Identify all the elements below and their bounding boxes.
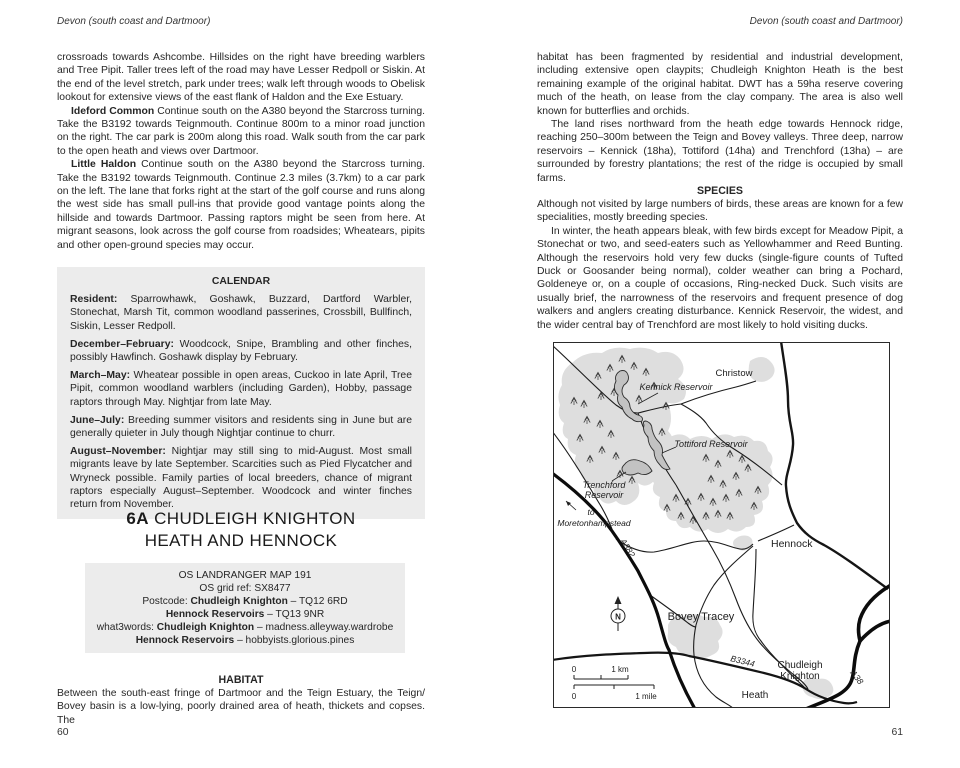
section-title-line2: HEATH AND HENNOCK	[144, 530, 338, 550]
site-info-box	[85, 563, 405, 653]
label-kennick: Kennick Reservoir	[639, 382, 713, 392]
calendar-entry: December–February: Woodcock, Snipe, Brambling and other finches, possibly Hawfinch. Goshawk display by February.	[70, 338, 412, 364]
calendar-entry: Resident: Sparrowhawk, Goshawk, Buzzard, Dartford Warbler, Stonechat, Marsh Tit, common woodland passerines, Crossbill, Bullfinch, Siskin, Lesser Redpoll.	[70, 294, 412, 332]
north-indicator	[611, 596, 625, 631]
paragraph: In winter, the heath appears bleak, with few birds except for Meadow Pipit, a Stonechat or two, and seed-eaters such as Yellowhammer and Reed Bunting. Although the reservoirs hold very few ducks (single-figure counts of Tufted Duck or Goosander being normal), colder weather can bring a Pochard, Goldeneye or, on a couple of occasions, Ring-necked Duck. Such visits are usually brief, the narrowness of the reservoirs and frequent presence of dog walkers and anglers creating disturbance. Kennick Reservoir, the widest, and the wider central bay of Trenchford are most likely to hold visiting ducks.	[537, 225, 903, 331]
calendar-entry: March–May: Wheatear possible in open areas, Cuckoo in late April, Tree Pipit, common woodland warblers (including Garden), Hobby, passage raptors through May. Nightjar from late May.	[70, 370, 412, 408]
info-line: OS LANDRANGER MAP 191	[178, 570, 312, 581]
paragraph: crossroads towards Ashcombe. Hillsides on the right have breeding warblers and Tree Pipit. Taller trees left of the road may have Lesser Redpoll or Siskin. At the end of the level stretch, park under trees; walk left through woods to Obelisk lookout for extensive views of the east flank of Haldon and the Exe Estuary.	[57, 52, 425, 104]
section-number: 6A	[126, 509, 149, 528]
left-page-body	[57, 51, 425, 252]
section-title-line1: CHUDLEIGH KNIGHTON	[154, 509, 356, 528]
paragraph: Ideford Common Continue south on the A380 beyond the Starcross turning. Take the B3192 towards Teignmouth. Continue 800m to a minor road junction on the right. The car park is 200m along this road. Walk south from the car park to the open heath and views over Dartmoor.	[57, 105, 425, 157]
left-page-header: Devon (south coast and Dartmoor)	[57, 16, 211, 27]
scale-km-label: 1 km	[611, 665, 629, 674]
left-page-number: 60	[57, 727, 69, 738]
scale-mile-zero: 0	[571, 692, 577, 701]
label-heath: Heath	[741, 690, 769, 701]
paragraph: Little Haldon Continue south on the A380 beyond the Starcross turning. Take the B3192 towards Teignmouth. Continue 2.3 miles (3.7km) to a car park on the left. The lane that forks right at the start of the golf course and runs along the west side has small pull-ins that provide good vantage points along the hillside and towards Dartmoor. Passing raptors might be seen from here. At migrant seasons, look across the golf course from roadsides; Wheatears, pipits and other open-ground species may occur.	[57, 159, 426, 251]
north-arrowhead	[615, 596, 622, 604]
info-line: Hennock Reservoirs – TQ13 9NR	[165, 609, 325, 620]
calendar-entry: June–July: Breeding summer visitors and residents sing in June but are generally quieter in July though Nightjar continue to churr.	[70, 414, 412, 440]
label-christow: Christow	[715, 368, 753, 379]
section-heading	[57, 508, 425, 551]
info-line: OS grid ref: SX8477	[199, 583, 291, 594]
calendar-entry: August–November: Nightjar may still sing to mid-August. Most small migrants leave by late September. Scarcities such as Pied Flycatcher and Wryneck possible. Family parties of local breeders, chance of migrant raptors especially August–September. Woodcock and winter finches return from November.	[70, 446, 412, 511]
habitat-heading: HABITAT	[218, 674, 264, 686]
label-a38: A38	[848, 668, 866, 687]
label-tottiford: Tottiford Reservoir	[674, 439, 748, 449]
label-a382: A382	[618, 536, 638, 559]
label-chudleigh-knighton: Chudleigh Knighton	[777, 660, 823, 682]
calendar-box	[57, 267, 425, 519]
species-heading: SPECIES	[697, 185, 743, 197]
right-page-species	[537, 198, 903, 332]
habitat-paragraph: Between the south-east fringe of Dartmoor and the Teign Estuary, the Teign/ Bovey basin is a low-lying, poorly drained area of heath, thickets and copses. The	[57, 688, 425, 726]
calendar-title: CALENDAR	[211, 276, 271, 287]
label-to-moretonhampstead: to Moretonhampstead	[557, 507, 631, 528]
paragraph: The land rises northward from the heath edge towards Hennock ridge, reaching 250–300m between the Teign and Bovey valleys. Three deep, narrow reservoirs – Kennick (18ha), Tottiford (14ha) and Trenchford (13ha) – are surrounded by forestry plantations; the rest of the ridge is occupied by small farms.	[537, 119, 903, 184]
paragraph: Although not visited by large numbers of birds, these areas are known for a few specialities, mostly breeding species.	[537, 199, 903, 224]
info-line: Hennock Reservoirs – hobbyists.glorious.pines	[135, 635, 355, 646]
scale-bar	[574, 675, 654, 689]
site-map	[553, 342, 890, 708]
info-line: what3words: Chudleigh Knighton – madness.alleyway.wardrobe	[96, 622, 394, 633]
label-bovey-tracey: Bovey Tracey	[667, 611, 735, 623]
right-page-header: Devon (south coast and Dartmoor)	[749, 16, 903, 27]
right-page-intro	[537, 51, 903, 185]
label-hennock: Hennock	[771, 538, 813, 550]
north-letter: N	[615, 612, 621, 622]
map-svg	[554, 343, 889, 707]
scale-mile-label: 1 mile	[635, 692, 657, 701]
paragraph: habitat has been fragmented by residential and industrial development, including extensive open claypits; Chudleigh Knighton Heath is the best remaining example of the original habitat. DWT has a 59ha reserve covering much of the heath, on lease from the clay company. The area is also well known for butterflies and orchids.	[537, 52, 903, 117]
info-line: Postcode: Chudleigh Knighton – TQ12 6RD	[142, 596, 348, 607]
label-b3344: B3344	[729, 653, 756, 669]
label-trenchford: Trenchford Reservoir	[582, 480, 626, 500]
right-page-number: 61	[891, 727, 903, 738]
scale-km-zero: 0	[571, 665, 577, 674]
